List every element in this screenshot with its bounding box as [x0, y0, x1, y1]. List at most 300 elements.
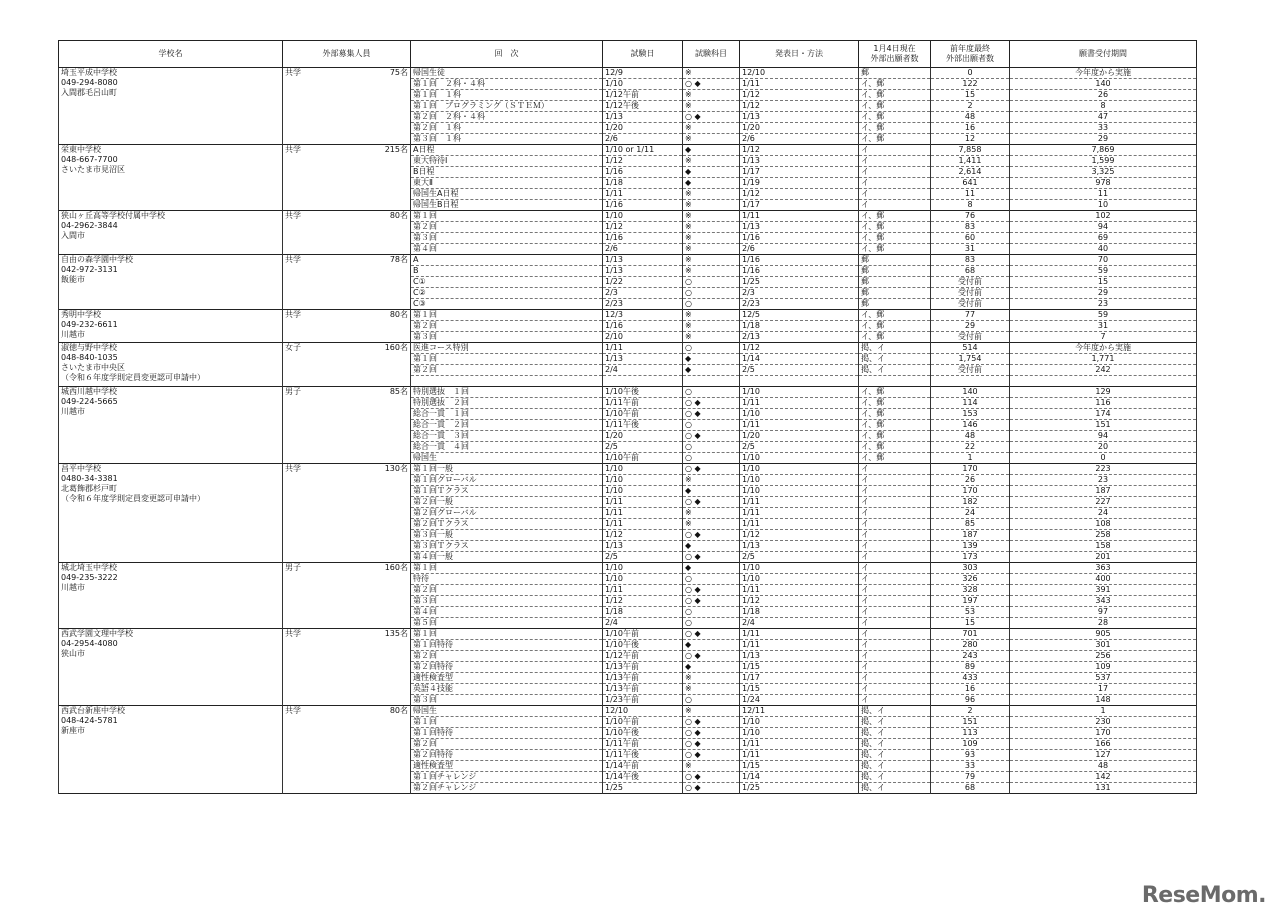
- subjects: ※: [683, 684, 740, 695]
- round-name: 東大特待Ⅰ: [411, 156, 603, 167]
- school-gender: 共学: [285, 68, 301, 77]
- exam-date: 1/11: [603, 585, 683, 596]
- round-name: 第２回: [411, 739, 603, 750]
- header-subjects: 試験科目: [683, 41, 740, 68]
- announce-date: 1/16: [740, 255, 859, 266]
- announce-date: 1/10: [740, 486, 859, 497]
- subjects: [683, 376, 740, 387]
- round-name: 帰国生B日程: [411, 200, 603, 211]
- applicants: 303: [931, 563, 1010, 574]
- exam-date: 1/10午前: [603, 409, 683, 420]
- subjects: ※: [683, 321, 740, 332]
- applicants: 96: [931, 695, 1010, 706]
- prev-applicants: 97: [1010, 607, 1197, 618]
- applicants: 93: [931, 750, 1010, 761]
- round-name: 第２回 １科: [411, 123, 603, 134]
- round-name: 第１回 ２科・４科: [411, 79, 603, 90]
- school-phone: 049-235-3222: [61, 573, 118, 582]
- school-location: （令和６年度学則定員変更認可申請中）: [61, 494, 205, 503]
- round-name: 適性検査型: [411, 761, 603, 772]
- prev-applicants: 15: [1010, 277, 1197, 288]
- subjects: ※: [683, 233, 740, 244]
- subjects: ※: [683, 211, 740, 222]
- header-recruit: 外部募集人員: [283, 41, 411, 68]
- exam-date: 2/3: [603, 288, 683, 299]
- prev-applicants: 102: [1010, 211, 1197, 222]
- applicants: 8: [931, 200, 1010, 211]
- school-location: （令和６年度学則定員変更認可申請中）: [61, 373, 205, 382]
- subjects: ○ ◆: [683, 629, 740, 640]
- school-location: 狭山市: [61, 649, 85, 658]
- school-name: 西武台新座中学校: [61, 706, 125, 715]
- announce-date: 1/17: [740, 200, 859, 211]
- exam-date: 2/23: [603, 299, 683, 310]
- round-name: 第１回一般: [411, 464, 603, 475]
- prev-applicants: 170: [1010, 728, 1197, 739]
- header-applicants: [859, 41, 931, 68]
- exam-date: 1/13午前: [603, 684, 683, 695]
- exam-date: 1/12午後: [603, 101, 683, 112]
- applicants: 31: [931, 244, 1010, 255]
- applicants: 114: [931, 398, 1010, 409]
- prev-applicants: 20: [1010, 442, 1197, 453]
- exam-date: 1/10午前: [603, 629, 683, 640]
- applicants: 2,614: [931, 167, 1010, 178]
- applicants: [931, 376, 1010, 387]
- announce-method: イ、郵: [859, 244, 931, 255]
- applicants: 151: [931, 717, 1010, 728]
- round-name: 第３回: [411, 695, 603, 706]
- applicants: 109: [931, 739, 1010, 750]
- announce-method: イ、郵: [859, 101, 931, 112]
- exam-date: 1/13: [603, 354, 683, 365]
- prev-applicants: 201: [1010, 552, 1197, 563]
- school-gender: 共学: [285, 211, 301, 220]
- announce-method: イ: [859, 200, 931, 211]
- exam-date: 1/10: [603, 486, 683, 497]
- exam-date: 1/12: [603, 530, 683, 541]
- announce-date: 1/16: [740, 233, 859, 244]
- prev-applicants: 129: [1010, 387, 1197, 398]
- announce-date: 1/10: [740, 717, 859, 728]
- prev-applicants: 48: [1010, 761, 1197, 772]
- school-info: [59, 255, 283, 310]
- exam-date: 2/5: [603, 442, 683, 453]
- recruit-quota: 80名: [389, 310, 408, 319]
- announce-date: 1/11: [740, 739, 859, 750]
- announce-date: 1/13: [740, 112, 859, 123]
- prev-applicants: 242: [1010, 365, 1197, 376]
- subjects: ○ ◆: [683, 431, 740, 442]
- prev-applicants: 978: [1010, 178, 1197, 189]
- prev-applicants: 343: [1010, 596, 1197, 607]
- announce-date: 1/24: [740, 695, 859, 706]
- subjects: ○: [683, 387, 740, 398]
- round-name: 第１回 プログラミング（ＳＴＥＭ）: [411, 101, 603, 112]
- applicants: 197: [931, 596, 1010, 607]
- prev-applicants: 33: [1010, 123, 1197, 134]
- applicants: 83: [931, 222, 1010, 233]
- subjects: ※: [683, 266, 740, 277]
- announce-date: 2/5: [740, 442, 859, 453]
- subjects: ○ ◆: [683, 717, 740, 728]
- recruit-quota: 135名: [384, 629, 408, 638]
- announce-method: 掲、イ: [859, 354, 931, 365]
- announce-method: イ: [859, 596, 931, 607]
- announce-method: イ、郵: [859, 79, 931, 90]
- announce-method: イ: [859, 167, 931, 178]
- announce-method: イ: [859, 486, 931, 497]
- applicants: 170: [931, 464, 1010, 475]
- subjects: ○ ◆: [683, 530, 740, 541]
- round-name: [411, 376, 603, 387]
- announce-method: イ: [859, 519, 931, 530]
- header-prev-line2: 外部出願者数: [946, 54, 994, 63]
- school-location: 入間郡毛呂山町: [61, 88, 117, 97]
- applicants: 326: [931, 574, 1010, 585]
- round-name: 第２回グローバル: [411, 508, 603, 519]
- subjects: ◆: [683, 167, 740, 178]
- announce-method: イ、郵: [859, 211, 931, 222]
- prev-applicants: 0: [1010, 453, 1197, 464]
- applicants: 受付前: [931, 299, 1010, 310]
- exam-date: 2/4: [603, 618, 683, 629]
- announce-date: 1/25: [740, 277, 859, 288]
- announce-date: 1/12: [740, 145, 859, 156]
- exam-date: 1/11: [603, 343, 683, 354]
- exam-date: 12/9: [603, 68, 683, 79]
- prev-applicants: 7: [1010, 332, 1197, 343]
- school-phone: 042-972-3131: [61, 265, 118, 274]
- recruit-info: [283, 629, 411, 706]
- exam-date: 1/13: [603, 255, 683, 266]
- exam-date: 1/11午後: [603, 750, 683, 761]
- round-name: 総合一貫 ４回: [411, 442, 603, 453]
- exam-date: 1/11: [603, 497, 683, 508]
- prev-applicants: 47: [1010, 112, 1197, 123]
- round-name: 帰国生: [411, 453, 603, 464]
- announce-method: イ: [859, 464, 931, 475]
- announce-date: 1/11: [740, 585, 859, 596]
- exam-date: 2/4: [603, 365, 683, 376]
- announce-method: 郵: [859, 299, 931, 310]
- school-info: [59, 706, 283, 794]
- subjects: ○ ◆: [683, 464, 740, 475]
- exam-date: 1/13: [603, 541, 683, 552]
- exam-date: 1/13: [603, 112, 683, 123]
- round-name: 第２回特待: [411, 750, 603, 761]
- announce-date: 1/19: [740, 178, 859, 189]
- prev-applicants: 158: [1010, 541, 1197, 552]
- exam-date: 1/12午前: [603, 651, 683, 662]
- table-row: [59, 464, 1197, 475]
- prev-applicants: 151: [1010, 420, 1197, 431]
- prev-applicants: 391: [1010, 585, 1197, 596]
- header-exam-date: 試験日: [603, 41, 683, 68]
- school-gender: 共学: [285, 464, 301, 473]
- recruit-info: [283, 145, 411, 211]
- exam-date: 12/10: [603, 706, 683, 717]
- round-name: 英語４技能: [411, 684, 603, 695]
- exam-date: 1/20: [603, 431, 683, 442]
- subjects: ◆: [683, 365, 740, 376]
- prev-applicants: 59: [1010, 266, 1197, 277]
- school-phone: 049-232-6611: [61, 320, 118, 329]
- announce-date: 1/11: [740, 497, 859, 508]
- recruit-quota: 80名: [389, 211, 408, 220]
- subjects: ○: [683, 299, 740, 310]
- subjects: ○: [683, 343, 740, 354]
- exam-date: 1/20: [603, 123, 683, 134]
- exam-date: 1/12: [603, 596, 683, 607]
- announce-date: 1/12: [740, 189, 859, 200]
- round-name: 東大Ⅱ: [411, 178, 603, 189]
- school-info: [59, 464, 283, 563]
- announce-method: イ: [859, 178, 931, 189]
- exam-date: 1/23午前: [603, 695, 683, 706]
- school-name: 栄東中学校: [61, 145, 101, 154]
- exam-date: 1/10午前: [603, 453, 683, 464]
- announce-date: 1/12: [740, 343, 859, 354]
- applicants: 170: [931, 486, 1010, 497]
- round-name: 第１回: [411, 310, 603, 321]
- announce-method: 掲、イ: [859, 772, 931, 783]
- school-location: 川越市: [61, 583, 85, 592]
- recruit-quota: 75名: [389, 68, 408, 77]
- applicants: 1: [931, 453, 1010, 464]
- round-name: 帰国生: [411, 706, 603, 717]
- announce-date: 1/11: [740, 750, 859, 761]
- announce-date: 2/5: [740, 365, 859, 376]
- subjects: ※: [683, 508, 740, 519]
- prev-applicants: 59: [1010, 310, 1197, 321]
- subjects: ○: [683, 607, 740, 618]
- prev-applicants: 227: [1010, 497, 1197, 508]
- table-row: [59, 310, 1197, 321]
- announce-date: 2/13: [740, 332, 859, 343]
- announce-method: イ: [859, 618, 931, 629]
- subjects: ※: [683, 310, 740, 321]
- round-name: 第１回チャレンジ: [411, 772, 603, 783]
- round-name: B: [411, 266, 603, 277]
- announce-method: イ: [859, 574, 931, 585]
- announce-method: イ、郵: [859, 442, 931, 453]
- subjects: ○: [683, 618, 740, 629]
- applicants: 701: [931, 629, 1010, 640]
- prev-applicants: 今年度から実施: [1010, 343, 1197, 354]
- announce-date: 1/11: [740, 420, 859, 431]
- school-gender: 男子: [285, 563, 301, 572]
- round-name: A: [411, 255, 603, 266]
- announce-method: 掲、イ: [859, 728, 931, 739]
- header-prev-applicants: [931, 41, 1010, 68]
- recruit-quota: 85名: [389, 387, 408, 396]
- prev-applicants: 29: [1010, 134, 1197, 145]
- subjects: ○ ◆: [683, 79, 740, 90]
- prev-applicants: 1: [1010, 706, 1197, 717]
- subjects: ○: [683, 288, 740, 299]
- announce-method: イ: [859, 673, 931, 684]
- exam-date: 1/10: [603, 79, 683, 90]
- announce-method: イ、郵: [859, 90, 931, 101]
- subjects: ◆: [683, 662, 740, 673]
- round-name: 総合一貫 １回: [411, 409, 603, 420]
- exam-date: 1/12: [603, 156, 683, 167]
- announce-method: 掲、イ: [859, 343, 931, 354]
- exam-date: 1/11: [603, 508, 683, 519]
- school-name: 自由の森学園中学校: [61, 255, 133, 264]
- applicants: 15: [931, 90, 1010, 101]
- exam-date: 2/5: [603, 552, 683, 563]
- school-info: [59, 310, 283, 343]
- school-info: [59, 211, 283, 255]
- exam-date: 1/10 or 1/11: [603, 145, 683, 156]
- prev-applicants: 3,325: [1010, 167, 1197, 178]
- announce-method: 郵: [859, 266, 931, 277]
- school-info: [59, 145, 283, 211]
- prev-applicants: 905: [1010, 629, 1197, 640]
- subjects: ○ ◆: [683, 596, 740, 607]
- exam-date: 1/13午前: [603, 673, 683, 684]
- announce-method: イ: [859, 563, 931, 574]
- applicants: 7,858: [931, 145, 1010, 156]
- announce-method: イ、郵: [859, 123, 931, 134]
- applicants: 140: [931, 387, 1010, 398]
- announce-date: 1/10: [740, 453, 859, 464]
- exam-date: 1/11: [603, 189, 683, 200]
- round-name: 第４回一般: [411, 552, 603, 563]
- announce-date: 1/17: [740, 673, 859, 684]
- subjects: ○ ◆: [683, 728, 740, 739]
- prev-applicants: 28: [1010, 618, 1197, 629]
- prev-applicants: 230: [1010, 717, 1197, 728]
- round-name: 第２回: [411, 365, 603, 376]
- prev-applicants: 17: [1010, 684, 1197, 695]
- applicants: 16: [931, 123, 1010, 134]
- prev-applicants: 8: [1010, 101, 1197, 112]
- round-name: C③: [411, 299, 603, 310]
- prev-applicants: 29: [1010, 288, 1197, 299]
- school-gender: 女子: [285, 343, 301, 352]
- subjects: ○ ◆: [683, 112, 740, 123]
- announce-method: イ: [859, 629, 931, 640]
- header-applicants-line2: 外部出願者数: [870, 54, 919, 63]
- announce-method: イ: [859, 552, 931, 563]
- round-name: 特別選抜 １回: [411, 387, 603, 398]
- announce-method: イ、郵: [859, 420, 931, 431]
- prev-applicants: 24: [1010, 508, 1197, 519]
- round-name: 第３回Ｔクラス: [411, 541, 603, 552]
- subjects: ※: [683, 706, 740, 717]
- school-phone: 048-667-7700: [61, 155, 118, 164]
- announce-date: 2/3: [740, 288, 859, 299]
- exam-date: 1/10午前: [603, 717, 683, 728]
- recruit-info: [283, 563, 411, 629]
- applicants: 433: [931, 673, 1010, 684]
- exam-date: 1/11午後: [603, 420, 683, 431]
- announce-date: 1/11: [740, 508, 859, 519]
- subjects: ○: [683, 442, 740, 453]
- school-name: 狭山ヶ丘高等学校付属中学校: [61, 211, 165, 220]
- prev-applicants: 363: [1010, 563, 1197, 574]
- exam-date: 1/10: [603, 574, 683, 585]
- round-name: 第１回Ｔクラス: [411, 486, 603, 497]
- recruit-info: [283, 68, 411, 145]
- school-phone: 049-294-8080: [61, 78, 118, 87]
- applicants: 12: [931, 134, 1010, 145]
- round-name: 第１回 １科: [411, 90, 603, 101]
- announce-method: 掲、イ: [859, 739, 931, 750]
- applicants: 153: [931, 409, 1010, 420]
- applicants: 68: [931, 266, 1010, 277]
- exam-date: [603, 376, 683, 387]
- subjects: ◆: [683, 563, 740, 574]
- round-name: 第２回Ｔクラス: [411, 519, 603, 530]
- subjects: ○ ◆: [683, 783, 740, 794]
- exam-date: 1/11: [603, 519, 683, 530]
- school-location: 川越市: [61, 407, 85, 416]
- applicants: 受付前: [931, 365, 1010, 376]
- school-name: 埼玉平成中学校: [61, 68, 117, 77]
- announce-date: 1/10: [740, 574, 859, 585]
- prev-applicants: 10: [1010, 200, 1197, 211]
- table-row: [59, 629, 1197, 640]
- announce-method: イ: [859, 651, 931, 662]
- exam-date: 1/11午前: [603, 739, 683, 750]
- announce-method: イ: [859, 640, 931, 651]
- school-name: 城西川越中学校: [61, 387, 117, 396]
- school-phone: 048-424-5781: [61, 716, 118, 725]
- subjects: ※: [683, 200, 740, 211]
- subjects: ○: [683, 420, 740, 431]
- applicants: 受付前: [931, 277, 1010, 288]
- announce-method: 掲、イ: [859, 365, 931, 376]
- applicants: 33: [931, 761, 1010, 772]
- school-location: 飯能市: [61, 275, 85, 284]
- recruit-quota: 215名: [384, 145, 408, 154]
- announce-date: 1/10: [740, 728, 859, 739]
- exam-date: 1/25: [603, 783, 683, 794]
- announce-date: 1/18: [740, 607, 859, 618]
- announce-method: イ、郵: [859, 398, 931, 409]
- table-row: [59, 255, 1197, 266]
- recruit-quota: 160名: [384, 343, 408, 352]
- applicants: 182: [931, 497, 1010, 508]
- round-name: 第１回特待: [411, 728, 603, 739]
- round-name: 第２回: [411, 585, 603, 596]
- prev-applicants: 94: [1010, 431, 1197, 442]
- subjects: ※: [683, 673, 740, 684]
- applicants: 15: [931, 618, 1010, 629]
- round-name: 第３回: [411, 332, 603, 343]
- announce-date: 1/12: [740, 90, 859, 101]
- round-name: 第３回 １科: [411, 134, 603, 145]
- exam-date: 1/10: [603, 464, 683, 475]
- announce-method: イ、郵: [859, 409, 931, 420]
- applicants: 85: [931, 519, 1010, 530]
- subjects: ※: [683, 101, 740, 112]
- prev-applicants: 258: [1010, 530, 1197, 541]
- applicants: 48: [931, 431, 1010, 442]
- announce-date: 1/13: [740, 156, 859, 167]
- subjects: ○ ◆: [683, 772, 740, 783]
- announce-date: 1/18: [740, 321, 859, 332]
- announce-method: 掲、イ: [859, 717, 931, 728]
- recruit-info: [283, 310, 411, 343]
- table-row: [59, 68, 1197, 79]
- school-location: 新座市: [61, 726, 85, 735]
- announce-date: 12/10: [740, 68, 859, 79]
